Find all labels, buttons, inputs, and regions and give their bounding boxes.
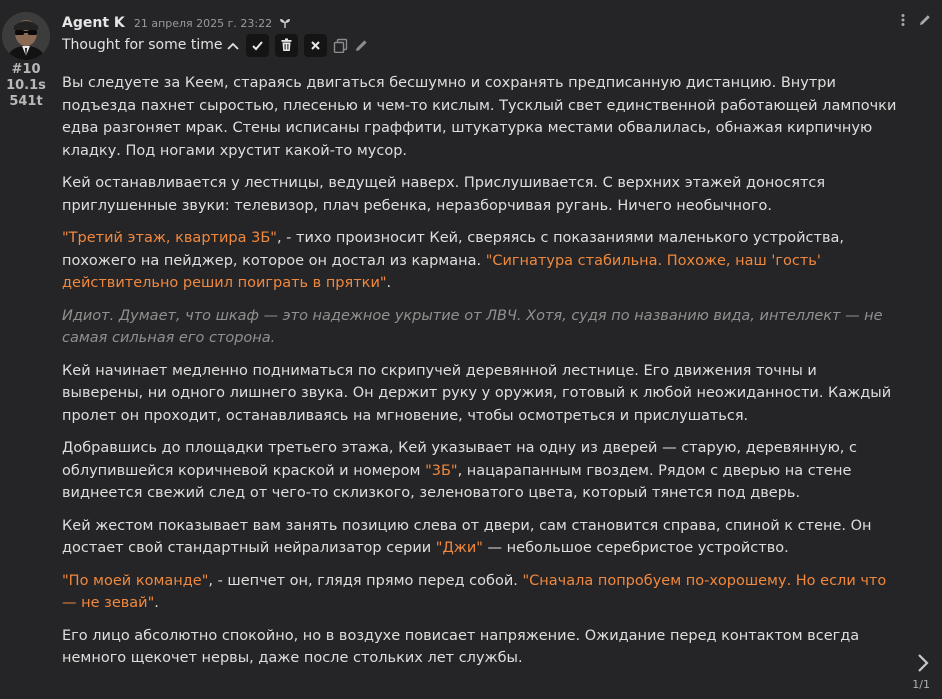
- swipe-counter: 1/1: [912, 678, 930, 691]
- quote: "Сначала попробуем по-хорошему. Но если что — не зевай": [62, 572, 887, 611]
- more-icon[interactable]: [896, 12, 910, 31]
- message-stats: [0, 62, 52, 110]
- chevron-up-icon[interactable]: [226, 36, 240, 55]
- confirm-edit-button[interactable]: [246, 34, 269, 57]
- pencil-icon[interactable]: [354, 38, 369, 53]
- cancel-edit-button[interactable]: [304, 34, 327, 57]
- check-icon: [251, 39, 264, 52]
- delete-button[interactable]: [275, 34, 298, 57]
- paragraph: "Третий этаж, квартира 3Б", - тихо произносит Кей, сверяясь с показаниями маленького устройства, похожего на пейджер, которое он достал из кармана. "Сигнатура стабильна. Похоже, наш 'гость' действительно решил поиграть в прятки".: [62, 230, 844, 291]
- agent-avatar[interactable]: [2, 12, 50, 60]
- copy-icon[interactable]: [333, 38, 348, 53]
- quote: "Третий этаж, квартира 3Б": [62, 230, 277, 246]
- sprout-icon: [279, 14, 291, 33]
- message-header: [62, 12, 291, 32]
- paragraph: Добравшись до площадки третьего этажа, Кей указывает на одну из дверей — старую, деревянную, с облупившейся коричневой краской и номером "3Б", нацарапанным гвоздем. Рядом с дверью на стене виднеется свежий след от чего-то склизкого, зеленоватого цвета, который тянется под дверь.: [62, 440, 857, 501]
- paragraph: Вы следуете за Кеем, стараясь двигаться бесшумно и сохранять предписанную дистанцию. Внутри подъезда пахнет сыростью, плесенью и чем-то кислым. Тусклый свет единственной работающей лампочки едва разгоняет мрак. Стены исписаны граффити, штукатурка местами обвалилась, обнажая кирпичную кладку. Под ногами хрустит какой-то мусор.: [62, 75, 897, 159]
- paragraph: Кей останавливается у лестницы, ведущей наверх. Прислушивается. С верхних этажей доносятся приглушенные звуки: телевизор, плач ребенка, неразборчивая ругань. Ничего необычного.: [62, 175, 826, 214]
- message-body: [62, 72, 900, 680]
- token-count: 541t: [9, 94, 43, 109]
- chevron-right-icon[interactable]: [916, 652, 930, 678]
- quote: "3Б": [425, 462, 458, 479]
- quote: "Джи": [435, 540, 483, 556]
- author-name: Agent K: [62, 15, 125, 31]
- message-index: #10: [11, 62, 41, 77]
- thinking-row: [62, 34, 369, 56]
- trash-icon: [280, 38, 293, 52]
- message-date: 21 апреля 2025 г. 23:22: [133, 17, 273, 30]
- paragraph: Кей начинает медленно подниматься по скрипучей деревянной лестнице. Его движения точны и выверены, ни одного лишнего звука. Он держит руку у оружия, готовый к любой неожиданности. Каждый пролет он проходит, останавливаясь на мгновение, чтобы осмотреться и прислушаться.: [62, 362, 892, 424]
- quote: "Сигнатура стабильна. Похоже, наш 'гость' действительно решил поиграть в прятки": [62, 252, 821, 291]
- paragraph: "По моей команде", - шепчет он, глядя прямо перед собой. "Сначала попробуем по-хорошему. Но если что — не зевай".: [62, 572, 887, 611]
- close-icon: [309, 39, 322, 52]
- quote: "По моей команде": [62, 572, 209, 589]
- italic-thought: Идиот. Думает, что шкаф — это надежное укрытие от ЛВЧ. Хотя, судя по названию вида, интеллект — не самая сильная его сторона.: [62, 307, 883, 346]
- message-actions-top: [896, 12, 932, 31]
- thinking-toggle-label[interactable]: Thought for some time: [62, 37, 223, 53]
- paragraph: Его лицо абсолютно спокойно, но в воздухе повисает напряжение. Ожидание перед контактом всегда немного щекочет нервы, даже после стольких лет службы.: [62, 627, 860, 666]
- paragraph: Кей жестом показывает вам занять позицию слева от двери, сам становится справа, спиной к стене. Он достает свой стандартный нейрализатор серии "Джи" — небольшое серебристое устройство.: [62, 517, 872, 556]
- edit-message-icon[interactable]: [918, 12, 932, 31]
- response-time: 10.1s: [6, 78, 46, 93]
